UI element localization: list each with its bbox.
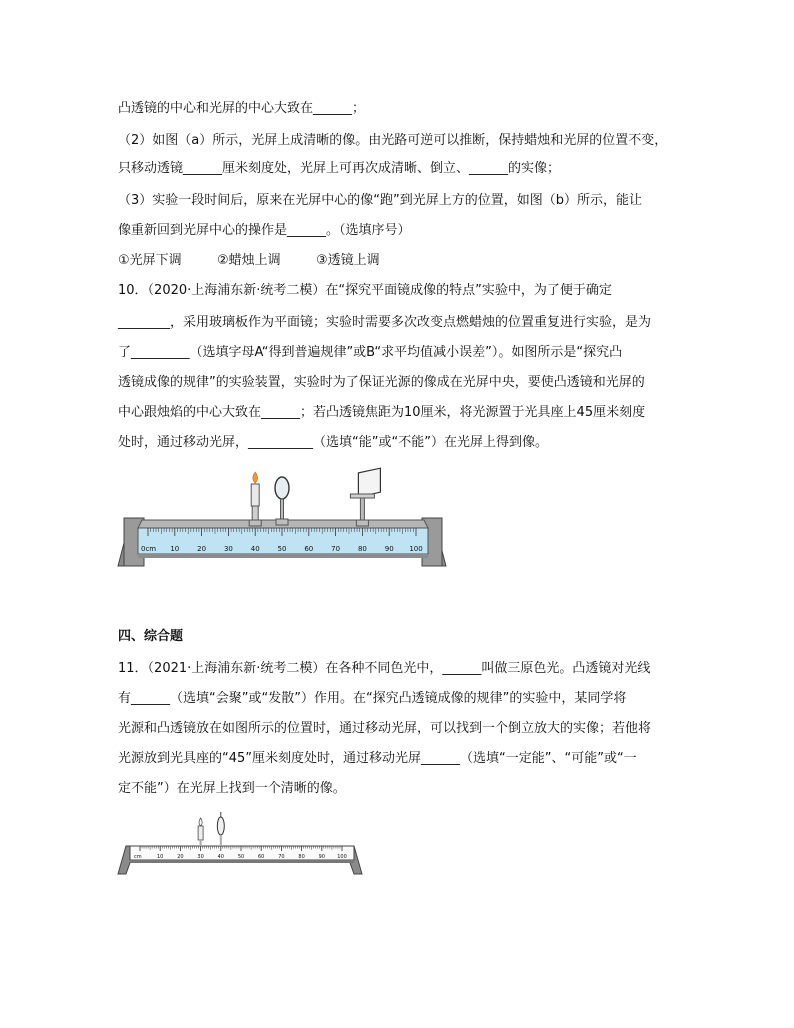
q10-line-2: ________，采用玻璃板作为平面镜；实验时需要多次改变点燃蜡烛的位置重复进行实验，是为 xyxy=(118,315,652,330)
q9-line-5: 像重新回到光屏中心的操作是______。（选填序号） xyxy=(118,223,411,238)
q9-line-4: （3）实验一段时间后，原来在光屏中心的像“跑”到光屏上方的位置，如图（b）所示，能让 xyxy=(118,193,642,208)
q11-line-1: 11．（2021·上海浦东新·统考二模）在各种不同色光中，______叫做三原色光。凸透镜对光线 xyxy=(118,661,651,676)
candle-light-source xyxy=(198,818,203,846)
scale-label: 30 xyxy=(223,545,233,553)
convex-lens xyxy=(275,477,289,525)
q10-line-5: 中心跟烛焰的中心大致在______；若凸透镜焦距为10厘米，将光源置于光具座上45厘米刻度 xyxy=(118,405,646,420)
q9-option-1: ①光屏下调 xyxy=(118,253,182,268)
q9-option-3: ③透镜上调 xyxy=(316,253,380,268)
bench-rail-bottom xyxy=(138,554,428,558)
candle-with-flame xyxy=(249,472,261,526)
optical-bench-figure-q10 xyxy=(116,466,448,574)
scale-label: 70 xyxy=(278,854,285,860)
scale-label: 70 xyxy=(331,545,341,553)
scale-label: 40 xyxy=(217,854,224,860)
q10-line-6: 处时，通过移动光屏，__________（选填“能”或“不能”）在光屏上得到像。 xyxy=(118,435,548,450)
q9-line-2: （2）如图（a）所示，光屏上成清晰的像。由光路可逆可以推断，保持蜡烛和光屏的位置不变， xyxy=(118,133,668,148)
scale-label: 60 xyxy=(304,545,314,553)
scale-label: 10 xyxy=(170,545,180,553)
q10-line-4: 透镜成像的规律”的实验装置，实验时为了保证光源的像成在光屏中央，要使凸透镜和光屏的 xyxy=(118,375,645,390)
scale-label: 40 xyxy=(250,545,260,553)
q11-line-4: 光源放到光具座的“45”厘米刻度处时，通过移动光屏______（选填“一定能”、“可能”或“一 xyxy=(118,751,637,766)
scale-label: 90 xyxy=(318,854,325,860)
scale-label: 60 xyxy=(258,854,265,860)
q9-line-3: 只移动透镜______厘米刻度处，光屏上可再次成清晰、倒立、______的实像； xyxy=(118,161,561,176)
convex-lens-small xyxy=(217,812,224,846)
scale-label: 90 xyxy=(384,545,394,553)
q10-line-1: 10．（2020·上海浦东新·统考二模）在“探究平面镜成像的特点”实验中，为了便于确定 xyxy=(118,283,612,298)
q11-line-2: 有______（选填“会聚”或“发散”）作用。在“探究凸透镜成像的规律”的实验中，某同学将 xyxy=(118,691,627,706)
scale-label: 20 xyxy=(177,854,184,860)
q10-line-3: 了_________（选填字母A“得到普遍规律”或B“求平均值减小误差”）。如图所示是“探究凸 xyxy=(118,345,623,360)
section-heading: 四、综合题 xyxy=(118,629,184,644)
light-screen xyxy=(350,468,380,526)
scale-label: 80 xyxy=(357,545,367,553)
optical-bench-figure-q11 xyxy=(116,806,366,876)
scale-label: 50 xyxy=(237,854,245,860)
scale-label: 20 xyxy=(197,545,207,553)
bench2-rail-bottom xyxy=(130,860,354,863)
scale-label: 30 xyxy=(197,854,204,860)
scale-label: 10 xyxy=(157,854,164,860)
q9-line-1: 凸透镜的中心和光屏的中心大致在______； xyxy=(118,101,366,116)
q9-option-2: ②蜡烛上调 xyxy=(217,253,281,268)
q11-line-5: 定不能”）在光屏上找到一个清晰的像。 xyxy=(118,781,346,796)
scale-label: 100 xyxy=(409,545,423,553)
bench2-unit-label: cm xyxy=(134,854,142,860)
scale-label: 80 xyxy=(298,854,305,860)
scale-label: 50 xyxy=(277,545,287,553)
scale-label: 100 xyxy=(337,854,347,860)
bench-unit-label: 0cm xyxy=(141,545,157,553)
q11-line-3: 光源和凸透镜放在如图所示的位置时，通过移动光屏，可以找到一个倒立放大的实像；若他将 xyxy=(118,721,652,736)
